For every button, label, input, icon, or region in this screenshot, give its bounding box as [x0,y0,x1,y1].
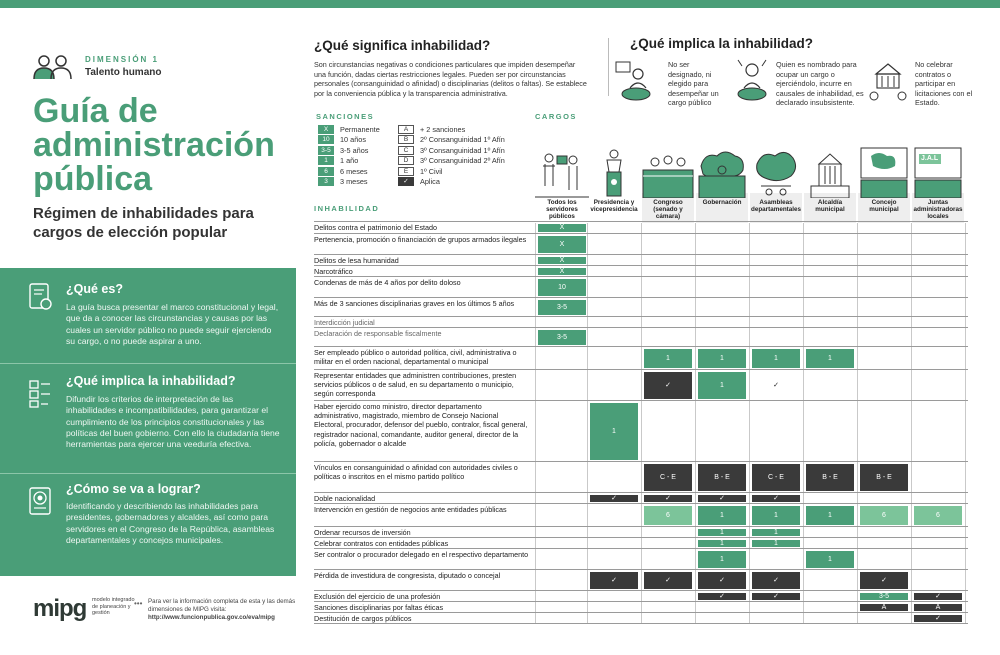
row-label: Sanciones disciplinarias por faltas éticas [314,603,444,612]
q1-title: ¿Qué significa inhabilidad? [314,38,491,53]
column-header: Congreso (senado y cámara) [653,199,683,221]
q2-title: ¿Qué implica la inhabilidad? [630,36,814,51]
legend-cargo [398,125,465,135]
table-row [314,492,968,503]
table-cell: A [914,604,962,611]
frustrated-person-icon [732,58,772,104]
legend-label: Aplica [420,177,440,186]
table-row [314,327,968,346]
table-cell: 1 [698,506,746,525]
legend-sancion [318,146,368,156]
table-row [314,601,968,612]
table-cell: C - E [644,464,692,491]
table-cell: 1 [698,372,746,399]
table-row [314,526,968,537]
jal-badge: J.A.L [921,155,939,162]
legend-label: 6 meses [340,166,368,176]
legend-cargos-title: CARGOS [535,112,577,121]
mipg-logo: mipg [33,595,87,622]
divider [0,363,296,364]
table-cell: 3-5 [860,593,908,600]
table-cell: ✓ [914,615,962,622]
row-label: Más de 3 sanciones disciplinarias graves en los últimos 5 años [314,299,515,308]
row-label: Condenas de más de 4 años por delito doloso [314,278,461,287]
column-header: Asambleas departamentales [750,199,802,214]
table-cell: ✓ [644,572,692,589]
row-label: Pertenencia, promoción o financiación de grupos armados ilegales [314,235,527,244]
table-cell: 1 [752,540,800,547]
table-row [314,569,968,590]
legend-label: 10 años [340,135,366,145]
table-cell: B - E [806,464,854,491]
dimension-name: Talento humano [85,67,162,78]
table-cell: X [538,224,586,232]
table-cell: 1 [644,349,692,368]
row-label: Delitos contra el patrimonio del Estado [314,223,438,232]
table-cell: ✓ [698,572,746,589]
table-cell: X [538,257,586,264]
table-cell: ✓ [914,593,962,600]
table-row [314,346,968,369]
legend-swatch: 3 [318,177,334,186]
footer-text: Para ver la información completa de esta y las demás dimensiones de MIPG visita: [148,598,296,613]
row-label: Exclusión del ejercicio de una profesión [314,592,441,601]
table-cell: 6 [914,506,962,525]
table-bottom-line [314,623,968,624]
government-building-icon [868,58,908,104]
dimension-label: DIMENSIÓN 1 [85,55,160,64]
column-illustration [857,146,911,198]
table-cell: 3-5 [538,330,586,345]
table-cell: 10 [538,279,586,296]
table-cell: ✓ [698,495,746,502]
checklist-icon [28,378,54,408]
table-cell: 1 [752,506,800,525]
row-label: Celebrar contratos con entidades públicas [314,539,449,548]
people-icon [32,53,74,81]
table-row [314,537,968,548]
legend-swatch: 1 [318,156,334,165]
table-cell: ✓ [860,572,908,589]
column-illustration [641,146,695,198]
column-illustration [911,146,965,198]
section-title: ¿Cómo se va a lograr? [66,482,201,496]
table-row [314,297,968,316]
legend-swatch: 10 [318,135,334,144]
legend-swatch: X [318,125,334,134]
legend-swatch: E [398,167,414,176]
info-panel [0,268,296,576]
implication-item-3: No celebrar contratos o participar en licitaciones con el Estado. [915,60,973,108]
table-row [314,276,968,297]
section-title: ¿Qué implica la inhabilidad? [66,374,236,388]
legend-cargo [398,177,440,187]
legend-label: 3º Consanguinidad 1º Afín [420,145,505,155]
section-title: ¿Qué es? [66,282,123,296]
legend-label: 2º Consanguinidad 1º Afín [420,135,505,145]
legend-swatch: B [398,135,414,144]
table-cell: ✓ [752,593,800,600]
table-cell: ✓ [590,572,638,589]
table-cell: C - E [752,464,800,491]
inhabilidad-label: INHABILIDAD [314,204,380,213]
table-row [314,369,968,400]
target-document-icon [28,486,54,516]
table-cell: ✓ [752,495,800,502]
row-label: Interdicción judicial [314,318,375,327]
section-text: Difundir los criterios de interpretación de las inhabilidades e incompatibilidades, para garantizar el cumplimiento de los principios constitucionales y las políticas del buen gobierno. Con ello la ciudadanía tiene herramientas para ejercer una veeduría efectiva. [66,394,280,450]
legend-cargo [398,167,443,177]
table-cell: 1 [806,506,854,525]
legend-sancion [318,167,368,177]
legend-label: Permanente [340,125,380,134]
legend-swatch: 3-5 [318,146,334,155]
table-cell: 1 [752,349,800,368]
page-subtitle: Régimen de inhabilidades para cargos de elección popular [33,205,254,241]
implication-item-2: Quien es nombrado para ocupar un cargo o ejerciéndolo, incurre en causales de inhabilidad, es declarado insubsistente. [776,60,864,108]
row-label: Vínculos en consanguinidad o afinidad con autoridades civiles o políticas o inscritos en el mismo partido político [314,463,518,482]
table-cell: 1 [806,551,854,568]
table-row [314,612,968,623]
column-illustration [749,146,803,198]
legend-sancion [318,135,366,145]
column-header: Alcaldía municipal [815,199,845,214]
legend-swatch: 6 [318,167,334,176]
mipg-logo-text: modelo integrado de planeación y gestión [92,597,135,616]
footer-dots: ••• [134,599,143,608]
table-row [314,254,968,265]
row-label: Destitución de cargos públicos [314,614,412,623]
footer-note [148,598,298,622]
column-illustration [695,146,749,198]
legend-label: 3 meses [340,177,368,186]
table-cell: ✓ [698,593,746,600]
table-cell: 3-5 [538,300,586,315]
table-row [314,400,968,461]
row-label: Ordenar recursos de inversión [314,528,411,537]
legend-label: 3-5 años [340,145,369,155]
legend-sancion [318,177,368,187]
header-divider [608,38,609,96]
legend-cargo [398,135,505,145]
legend-swatch: ✓ [398,177,414,186]
table-cell: 1 [698,540,746,547]
legend-label: 3º Consanguinidad 2º Afín [420,156,505,166]
page-title: Guía de administración pública [33,92,275,198]
table-row [314,548,968,569]
legend-cargo [398,156,505,166]
legend-label: + 2 sanciones [420,125,466,134]
table-cell: 1 [698,529,746,536]
column-header: Todos los servidores públicos [546,199,578,221]
table-row [314,221,968,233]
row-label: Ser contralor o procurador delegado en el respectivo departamento [314,550,529,559]
row-label: Intervención en gestión de negocios ante entidades públicas [314,505,507,514]
table-cell: 1 [698,349,746,368]
table-row [314,503,968,526]
column-header: Presidencia y vicepresidencia [590,199,638,214]
legend-swatch: D [398,156,414,165]
legend-sancion [318,156,358,166]
q1-text: Son circunstancias negativas o condiciones particulares que impiden desempeñar una función, dadas ciertas restricciones legales. Pueden ser por circunstancias personales (consanguinidad o afinidad) o disciplinarias (delitos o faltas). Se establece por la conveniencia pública y la transparencia administrativa. [314,60,587,98]
section-text: Identificando y describiendo las inhabilidades para presidentes, gobernadores y alcaldes, así como para servidores en el Congreso de la República, asambleas departamentales y concejos municipales. [66,501,275,545]
row-label: Declaración de responsable fiscalmente [314,329,442,338]
row-label: Pérdida de investidura de congresista, diputado o concejal [314,571,501,580]
table-cell: 6 [860,506,908,525]
column-illustration [803,146,857,198]
legend-swatch: A [398,125,414,134]
table-cell: 1 [590,403,638,460]
table-cell: ✓ [590,495,638,502]
column-header: Concejo municipal [869,199,899,214]
column-illustration [535,146,589,198]
table-cell: ✓ [644,372,692,399]
table-cell: 1 [698,551,746,568]
table-cell: ✓ [752,572,800,589]
table-cell: ✓ [644,495,692,502]
table-row [314,590,968,601]
table-cell: X [538,236,586,253]
row-label: Haber ejercido como ministro, director departamento administrativo, magistrado, miembro de Consejo Nacional Electoral, procurador, defensor del pueblo, contralor, fiscal general, registrador nacional, comandante, auditor general, director de la policía, gobernador o alcalde [314,402,528,448]
table-cell: A [860,604,908,611]
table-cell: 1 [806,349,854,368]
table-cell: 6 [644,506,692,525]
row-label: Representar entidades que administren contribuciones, presten servicios públicos o de salud, en su departamento o municipio, según corresponda [314,371,517,399]
row-label: Narcotráfico [314,267,353,276]
legend-cargo [398,146,505,156]
top-accent-bar [0,0,1000,8]
table-row [314,316,968,327]
legend-label: 1 año [340,156,359,166]
legend-sancion [318,125,380,135]
table-cell: B - E [860,464,908,491]
row-label: Doble nacionalidad [314,494,376,503]
table-row [314,233,968,254]
implication-item-1: No ser designado, ni elegido para desempeñar un cargo público [668,60,719,108]
table-cell: X [538,268,586,275]
table-cell: 1 [752,529,800,536]
legend-swatch: C [398,146,414,155]
column-illustration [587,146,641,198]
row-label: Ser empleado público o autoridad política, civil, administrativa o militar en el orden nacional, departamental o municipal [314,348,517,367]
divider [0,473,296,474]
table-row [314,461,968,492]
row-label: Delitos de lesa humanidad [314,256,399,265]
section-text: La guía busca presentar el marco constitucional y legal, que da a conocer las circunstancias y causas por las cuales un servidor público no puede seguir ejerciendo su cargo, o no puede aspirar a uno. [66,302,279,346]
legend-label: 1º Civil [420,166,443,176]
column-header: Juntas administradoras locales [913,199,963,221]
document-gear-icon [28,282,54,312]
legend-sanciones-title: SANCIONES [316,112,375,121]
column-header: Gobernación [702,199,742,206]
table-cell: B - E [698,464,746,491]
footer-url[interactable]: http://www.funcionpublica.gov.co/eva/mipg [148,614,275,621]
table-row [314,265,968,276]
person-desk-icon [614,58,654,104]
table-cell: ✓ [752,372,800,399]
